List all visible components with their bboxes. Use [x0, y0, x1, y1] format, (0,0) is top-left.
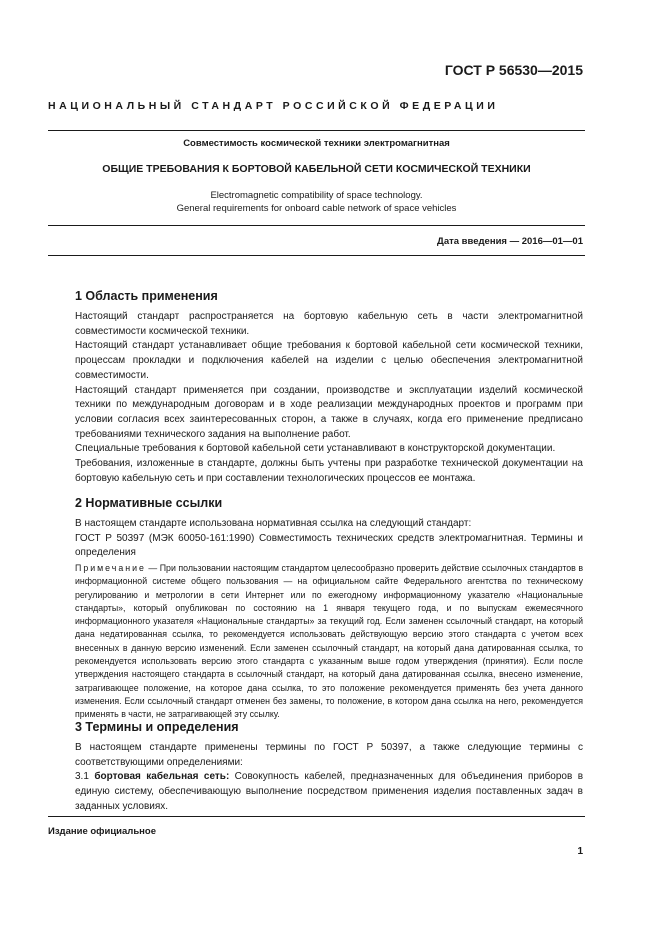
term-text: Совокупность кабелей, предназначенных для объединения приборов в единую систему, обеспечивающую выполнение посредством применения изделия поставленных задач в заданных условиях. [75, 771, 584, 812]
english-title-line-2: General requirements for onboard cable network of space vehicles [176, 203, 457, 214]
page-number: 1 [577, 846, 583, 857]
divider-top [48, 130, 585, 131]
document-number: ГОСТ Р 56530—2015 [444, 62, 583, 78]
note-text: — При пользовании настоящим стандартом целесообразно проверить действие ссылочных стандартов в информационной системе общего пользования — на официальном сайте Федерального агентства по техническому регулированию и метрологии в сети Интернет или по ежегодному информационному указателю «Национальные стандарты», который опубликован по состоянию на 1 января текущего года, и по выпускам ежемесячного информационного указателя «Национальные стандарты» за текущий год. Если заменен ссылочный стандарт, на который дана недатированная ссылка, то рекомендуется использовать действующую версию этого стандарта с учетом всех внесенных в данную версию изменений. Если заменен ссылочный стандарт, на который дана датированная ссылка, то рекомендуется использовать версию этого стандарта с указанным выше годом утверждения (принятия). Если после утверждения настоящего стандарта в ссылочный стандарт, на который дана датированная ссылка, внесено изменение, затрагивающее положение, на которое дана ссылка, то это положение рекомендуется применять без учета данного изменения. Если ссылочный стандарт отменен без замены, то положение, в котором дана ссылка на него, рекомендуется применять в части, не затрагивающей эту ссылку. [75, 563, 583, 720]
section-1-heading: 1 Область применения [75, 289, 218, 303]
section-1-paragraph-4: Специальные требования к бортовой кабельной сети устанавливают в конструкторской документации. [75, 443, 556, 455]
section-2-reference: ГОСТ Р 50397 (МЭК 60050-161:1990) Совместимость технических средств электромагнитная. Термины и определения [75, 532, 583, 559]
section-1-paragraph-2: Настоящий стандарт устанавливает общие требования к бортовой кабельной сети космической техники, процессам прокладки и подключения кабелей на изделии с целью обеспечения электромагнитной совместимости. [75, 340, 583, 381]
standard-subtitle: Совместимость космической техники электромагнитная [183, 138, 450, 149]
term-definition [75, 770, 583, 814]
section-1-paragraph-5: Требования, изложенные в стандарте, должны быть учтены при разработке технической документации на бортовую кабельную сеть и при составлении технологических процессов ее монтажа. [75, 458, 583, 484]
introduction-date: Дата введения — 2016—01—01 [437, 236, 583, 247]
divider-intro [48, 255, 585, 256]
national-standard-banner: НАЦИОНАЛЬНЫЙ СТАНДАРТ РОССИЙСКОЙ ФЕДЕРАЦИИ [48, 100, 499, 112]
section-1-paragraph-1: Настоящий стандарт распространяется на бортовую кабельную сеть в части электромагнитной совместимости космической техники. [75, 311, 583, 337]
section-2-note [75, 562, 583, 722]
section-3-paragraph-1: В настоящем стандарте применены термины по ГОСТ Р 50397, а также следующие термины с соответствующими определениями: [75, 742, 583, 768]
divider-footer [48, 816, 585, 817]
section-2-paragraph-1: В настоящем стандарте использована нормативная ссылка на следующий стандарт: [75, 518, 472, 529]
section-1-paragraph-3: Настоящий стандарт применяется при создании, производстве и эксплуатации изделий космической техники по международным договорам и в ходе реализации международных проектов и программ при условии согласия всех заинтересованных сторон, а также в случаях, когда его применение предписано требованиями технического задания на выполнение работ. [75, 384, 583, 440]
term-name: бортовая кабельная сеть: [94, 771, 230, 783]
note-label: Примечание [75, 563, 146, 573]
section-3-body [75, 741, 583, 815]
section-2-body [75, 517, 583, 561]
term-number: 3.1 [75, 771, 95, 783]
section-2-heading: 2 Нормативные ссылки [75, 496, 223, 510]
official-edition-label: Издание официальное [48, 826, 156, 837]
standard-title: ОБЩИЕ ТРЕБОВАНИЯ К БОРТОВОЙ КАБЕЛЬНОЙ СЕТИ КОСМИЧЕСКОЙ ТЕХНИКИ [102, 163, 531, 175]
section-3-heading: 3 Термины и определения [75, 720, 239, 734]
divider-title [48, 225, 585, 226]
english-title-line-1: Electromagnetic compatibility of space technology. [210, 190, 423, 201]
section-1-body [75, 310, 583, 486]
